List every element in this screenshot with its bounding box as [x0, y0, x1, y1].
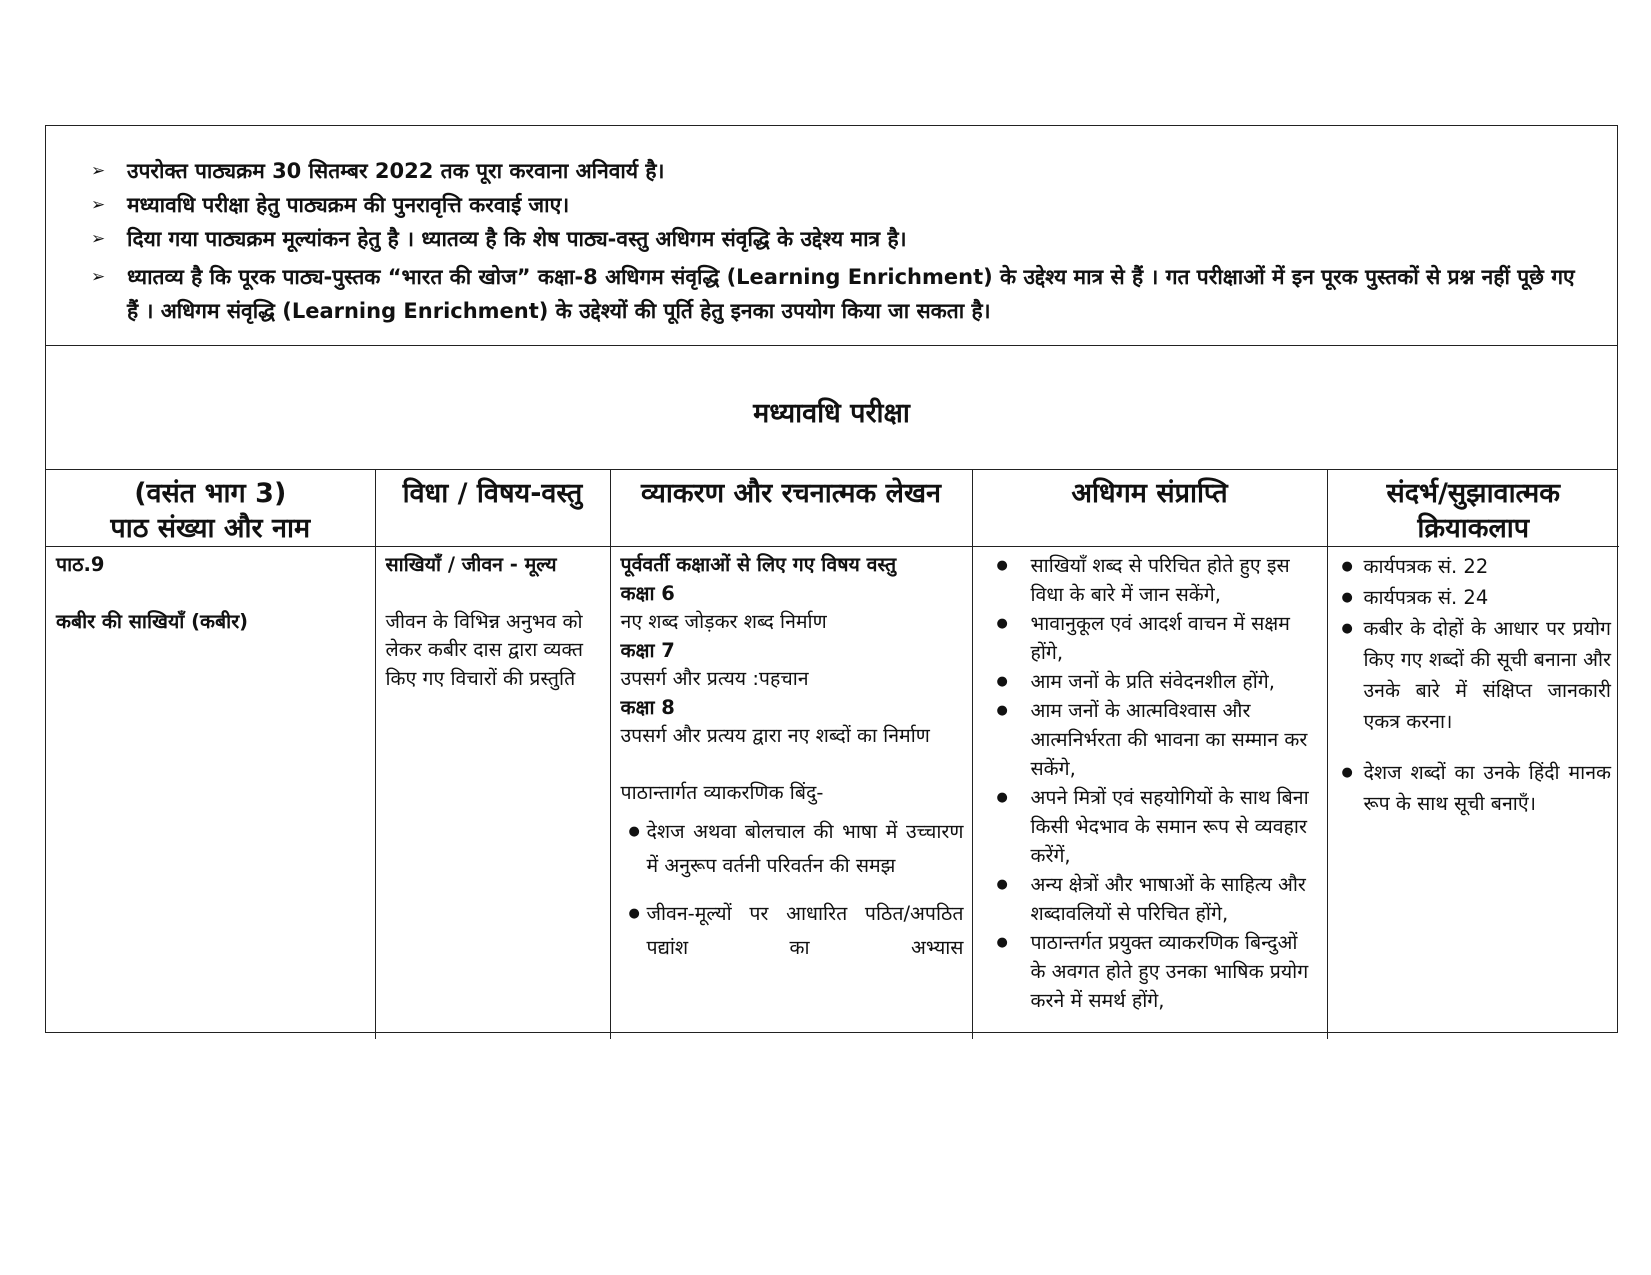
class7-label: कक्षा 7	[620, 638, 675, 662]
header-genre: विधा / विषय-वस्तु	[375, 470, 610, 547]
list-item: ● कबीर के दोहों के आधार पर प्रयोग किए गए शब्दों की सूची बनाना और उनके बारे में संक्षिप्त जानकारी एकत्र करना।	[1338, 613, 1612, 737]
note-item: ➢ ध्यातव्य है कि पूरक पाठ्य-पुस्तक “भारत की खोज” कक्षा-8 अधिगम संवृद्धि (Learning Enrichment) के उद्देश्य मात्र से हैं । गत परीक्षाओं में इन पूरक पुस्तकों से प्रश्न नहीं पूछे गए हैं । अधिगम संवृद्धि (Learning Enrichment) के उद्देश्यों की पूर्ति हेतु इनका उपयोग किया जा सकता है।	[91, 260, 1577, 328]
grammar-points-title: पाठान्तार्गत व्याकरणिक बिंदु-	[620, 780, 824, 804]
cell-grammar	[610, 547, 972, 1040]
list-item: ● जीवन-मूल्यों पर आधारित पठित/अपठित पद्यांश का अभ्यास	[621, 897, 964, 965]
list-item: ● देशज अथवा बोलचाल की भाषा में उच्चारण में अनुरूप वर्तनी परिवर्तन की समझ	[621, 815, 964, 883]
header-lesson: (वसंत भाग 3) पाठ संख्या और नाम	[46, 470, 375, 547]
notes-list	[91, 154, 1577, 328]
list-item: ● पाठान्तर्गत प्रयुक्त व्याकरणिक बिन्दुओं के अवगत होते हुए उनका भाषिक प्रयोग करने में समर्थ होंगे,	[983, 928, 1319, 1015]
list-item: ● आम जनों के प्रति संवेदनशील होंगे,	[983, 667, 1319, 696]
header-grammar: व्याकरण और रचनात्मक लेखन	[610, 470, 972, 547]
list-item: ● आम जनों के आत्मविश्वास और आत्मनिर्भरता की भावना का सम्मान कर सकेंगे,	[983, 696, 1319, 783]
class6-label: कक्षा 6	[620, 581, 675, 605]
arrow-bullet-icon: ➢	[91, 195, 106, 215]
document-frame	[45, 125, 1618, 1033]
table-header-row	[46, 470, 1619, 547]
class7-text: उपसर्ग और प्रत्यय :पहचान	[620, 667, 809, 690]
exam-title: मध्यावधि परीक्षा	[753, 398, 910, 429]
note-item: ➢ मध्यावधि परीक्षा हेतु पाठ्यक्रम की पुनरावृत्ति करवाई जाए।	[91, 188, 1577, 222]
genre-description: जीवन के विभिन्न अनुभव को लेकर कबीर दास द्वारा व्यक्त किए गए विचारों की प्रस्तुति	[385, 609, 584, 690]
list-item: ● भावानुकूल एवं आदर्श वाचन में सक्षम होंगे,	[983, 609, 1319, 667]
list-item: ● देशज शब्दों का उनके हिंदी मानक रूप के साथ सूची बनाएँ।	[1338, 757, 1612, 819]
activities-list	[1338, 551, 1612, 819]
header-activities: संदर्भ/सुझावात्मक क्रियाकलाप	[1327, 470, 1619, 547]
list-item: ● कार्यपत्रक सं. 24	[1338, 582, 1612, 613]
lesson-name: कबीर की साखियाँ (कबीर)	[56, 609, 249, 633]
note-item: ➢ उपरोक्त पाठ्यक्रम 30 सितम्बर 2022 तक पूरा करवाना अनिवार्य है।	[91, 154, 1577, 188]
grammar-prev-title: पूर्ववर्ती कक्षाओं से लिए गए विषय वस्तु	[620, 553, 897, 576]
class6-text: नए शब्द जोड़कर शब्द निर्माण	[620, 610, 827, 633]
list-item: ● अन्य क्षेत्रों और भाषाओं के साहित्य और शब्दावलियों से परिचित होंगे,	[983, 870, 1319, 928]
class8-text: उपसर्ग और प्रत्यय द्वारा नए शब्दों का निर्माण	[620, 724, 930, 747]
outcomes-list	[983, 551, 1319, 1015]
notes-section	[46, 126, 1617, 346]
exam-title-row	[46, 346, 1617, 470]
lesson-number: पाठ.9	[56, 553, 105, 576]
arrow-bullet-icon: ➢	[91, 229, 106, 249]
arrow-bullet-icon: ➢	[91, 161, 106, 181]
table-row	[46, 547, 1619, 1040]
list-item: ● कार्यपत्रक सं. 22	[1338, 551, 1612, 582]
genre-title: साखियाँ / जीवन - मूल्य	[385, 553, 557, 576]
cell-lesson	[46, 547, 375, 1040]
header-outcomes: अधिगम संप्राप्ति	[972, 470, 1327, 547]
class8-label: कक्षा 8	[620, 695, 675, 719]
cell-genre	[375, 547, 610, 1040]
cell-outcomes	[972, 547, 1327, 1040]
list-item: ● साखियाँ शब्द से परिचित होते हुए इस विधा के बारे में जान सकेंगे,	[983, 551, 1319, 609]
cell-activities	[1327, 547, 1619, 1040]
grammar-points-list	[621, 815, 964, 965]
note-item: ➢ दिया गया पाठ्यक्रम मूल्यांकन हेतु है । ध्यातव्य है कि शेष पाठ्य-वस्तु अधिगम संवृद्धि के उद्देश्य मात्र है।	[91, 222, 1577, 256]
arrow-bullet-icon: ➢	[91, 267, 106, 287]
list-item: ● अपने मित्रों एवं सहयोगियों के साथ बिना किसी भेदभाव के समान रूप से व्यवहार करेंगें,	[983, 783, 1319, 870]
syllabus-table	[46, 470, 1619, 1039]
